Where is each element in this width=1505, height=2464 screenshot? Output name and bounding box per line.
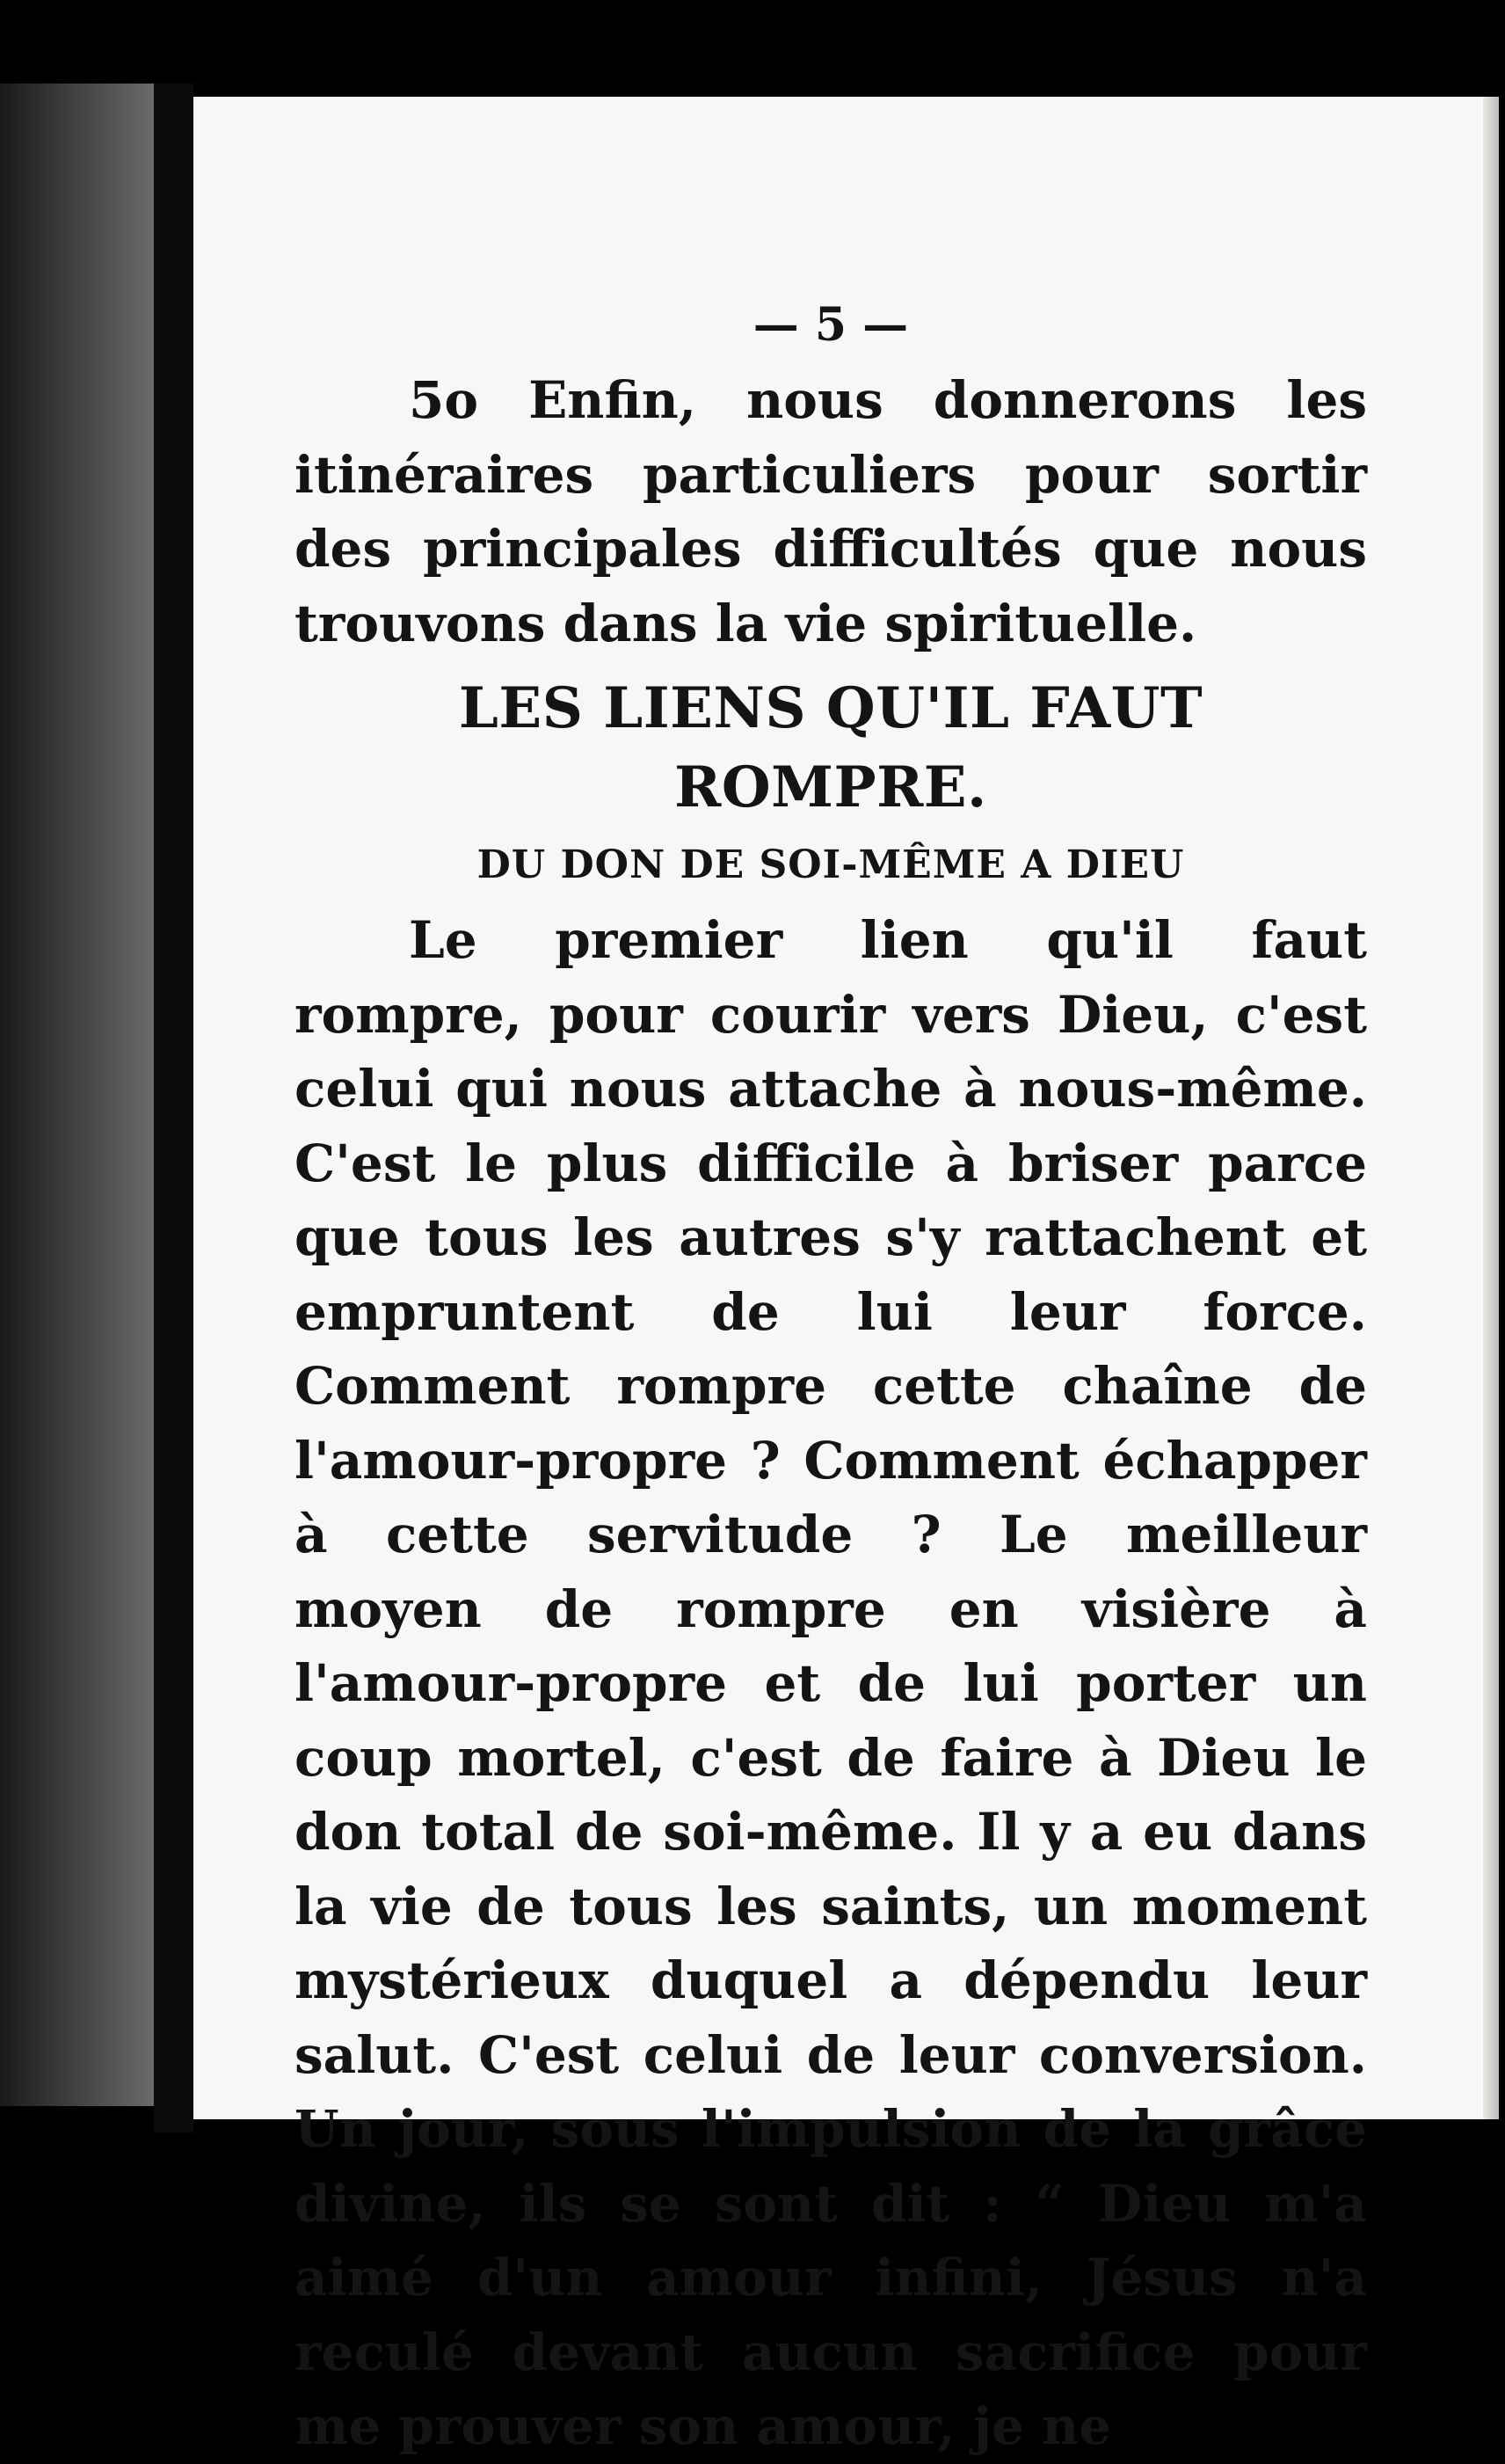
- book-page: [193, 97, 1499, 2456]
- body-paragraph: Le premier lien qu'il faut rompre, pour courir vers Dieu, c'est celui qui nous attache à nous-même. C'est le plus difficile à briser parce que tous les autres s'y rattachent et empruntent de lui leur force. Comment rompre cette chaîne de l'amour-propre ? Comment échapper à cette servitude ? Le meilleur moyen de rompre en visière à l'amour-propre et de lui porter un coup mortel, c'est de faire à Dieu le don total de soi-même. Il y a eu dans la vie de tous les saints, un moment mystérieux duquel a dépendu leur salut. C'est celui de leur conversion. Un jour, sous l'impulsion de la grâce divine, ils se sont dit : “ Dieu m'a aimé d'un amour infini, Jésus n'a reculé devant aucun sacrifice pour me prouver son amour, je ne: [294, 910, 1367, 2456]
- intro-paragraph: 5o Enfin, nous donnerons les itinéraires particuliers pour sortir des principales difficultés que nous trouvons dans la vie spirituelle.: [294, 370, 1367, 653]
- book-spine-shadow: [154, 84, 193, 2132]
- chapter-heading: LES LIENS QU'IL FAUT ROMPRE.: [458, 675, 1203, 820]
- section-subheading: DU DON DE SOI-MÊME A DIEU: [476, 842, 1185, 887]
- previous-page-edge: [0, 84, 154, 2106]
- page-text-block: [294, 295, 1367, 2464]
- page-number: — 5 —: [752, 298, 909, 352]
